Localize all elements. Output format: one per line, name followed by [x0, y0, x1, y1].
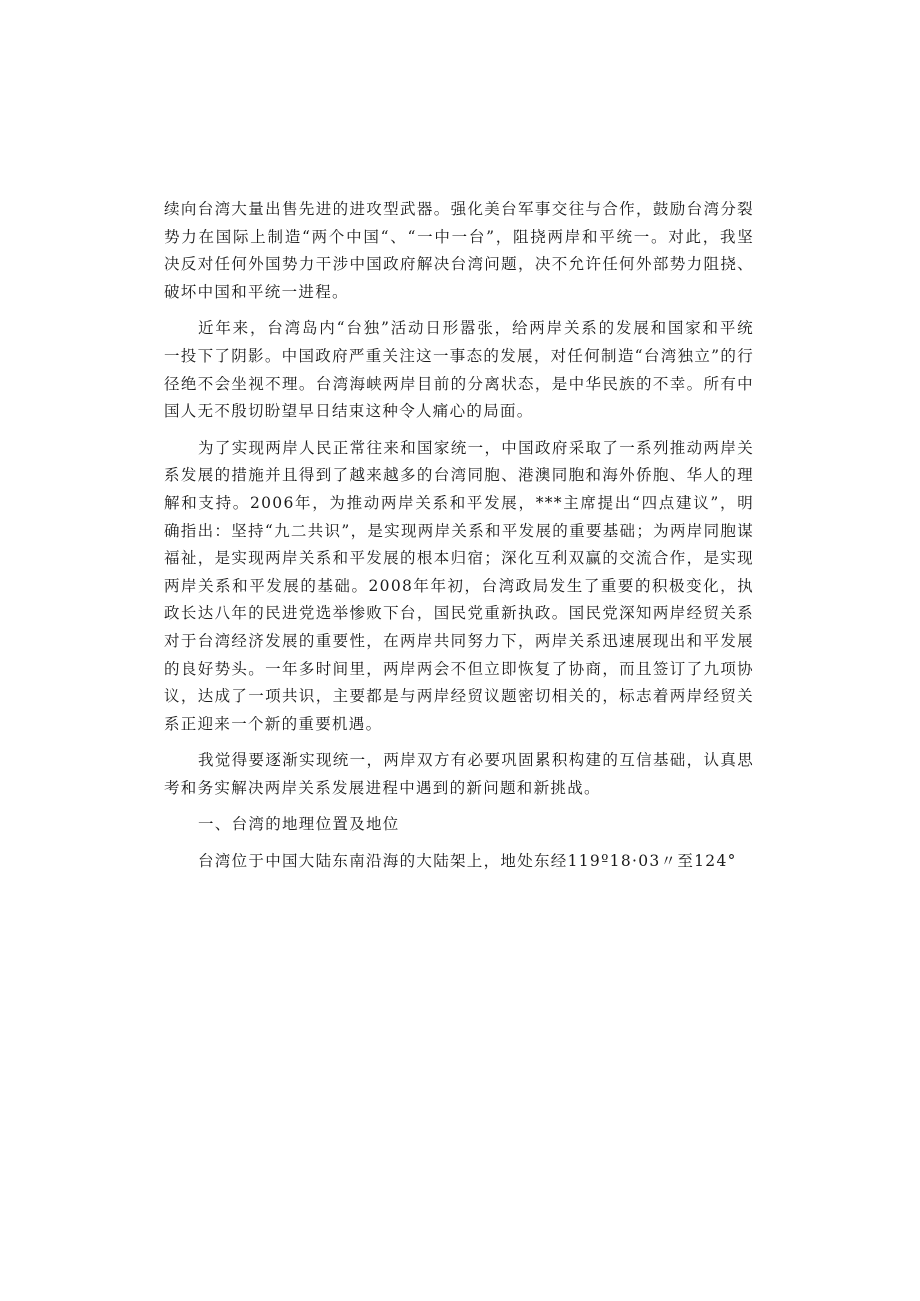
paragraph-policy: 为了实现两岸人民正常往来和国家统一，中国政府采取了一系列推动两岸关系发展的措施并且得到了越来越多的台湾同胞、港澳同胞和海外侨胞、华人的理解和支持。2006年，为推动两岸关系和平发展，***主席提出“四点建议”，明确指出：坚持“九二共识”，是实现两岸关系和平发展的重要基础；为两岸同胞谋福祉，是实现两岸关系和平发展的根本归宿；深化互利双赢的交流合作，是实现两岸关系和平发展的基础。2008年年初，台湾政局发生了重要的积极变化，执政长达八年的民进党选举惨败下台，国民党重新执政。国民党深知两岸经贸关系对于台湾经济发展的重要性，在两岸共同努力下，两岸关系迅速展现出和平发展的良好势头。一年多时间里，两岸两会不但立即恢复了协商，而且签订了九项协议，达成了一项共识，主要都是与两岸经贸议题密切相关的，标志着两岸经贸关系正迎来一个新的重要机遇。 — [164, 438, 754, 733]
section-heading: 一、台湾的地理位置及地位 — [198, 815, 400, 834]
paragraph-continuation: 续向台湾大量出售先进的进攻型武器。强化美台军事交往与合作，鼓励台湾分裂势力在国际上制造“两个中国“、“一中一台”，阻挠两岸和平统一。对此，我坚决反对任何外国势力干涉中国政府解决台湾问题，决不允许任何外部势力阻挠、破坏中国和平统一进程。 — [164, 200, 754, 301]
paragraph-geography: 台湾位于中国大陆东南沿海的大陆架上，地处东经119º18·03〃至124° — [198, 852, 737, 871]
paragraph-opinion: 我觉得要逐渐实现统一，两岸双方有必要巩固累积构建的互信基础，认真思考和务实解决两岸关系发展进程中遇到的新问题和新挑战。 — [164, 751, 754, 797]
paragraph-taidu: 近年来，台湾岛内“台独”活动日形嚣张，给两岸关系的发展和国家和平统一投下了阴影。中国政府严重关注这一事态的发展，对任何制造“台湾独立”的行径绝不会坐视不理。台湾海峡两岸目前的分离状态，是中华民族的不幸。所有中国人无不殷切盼望早日结束这种令人痛心的局面。 — [164, 319, 754, 421]
document-page — [164, 196, 754, 885]
